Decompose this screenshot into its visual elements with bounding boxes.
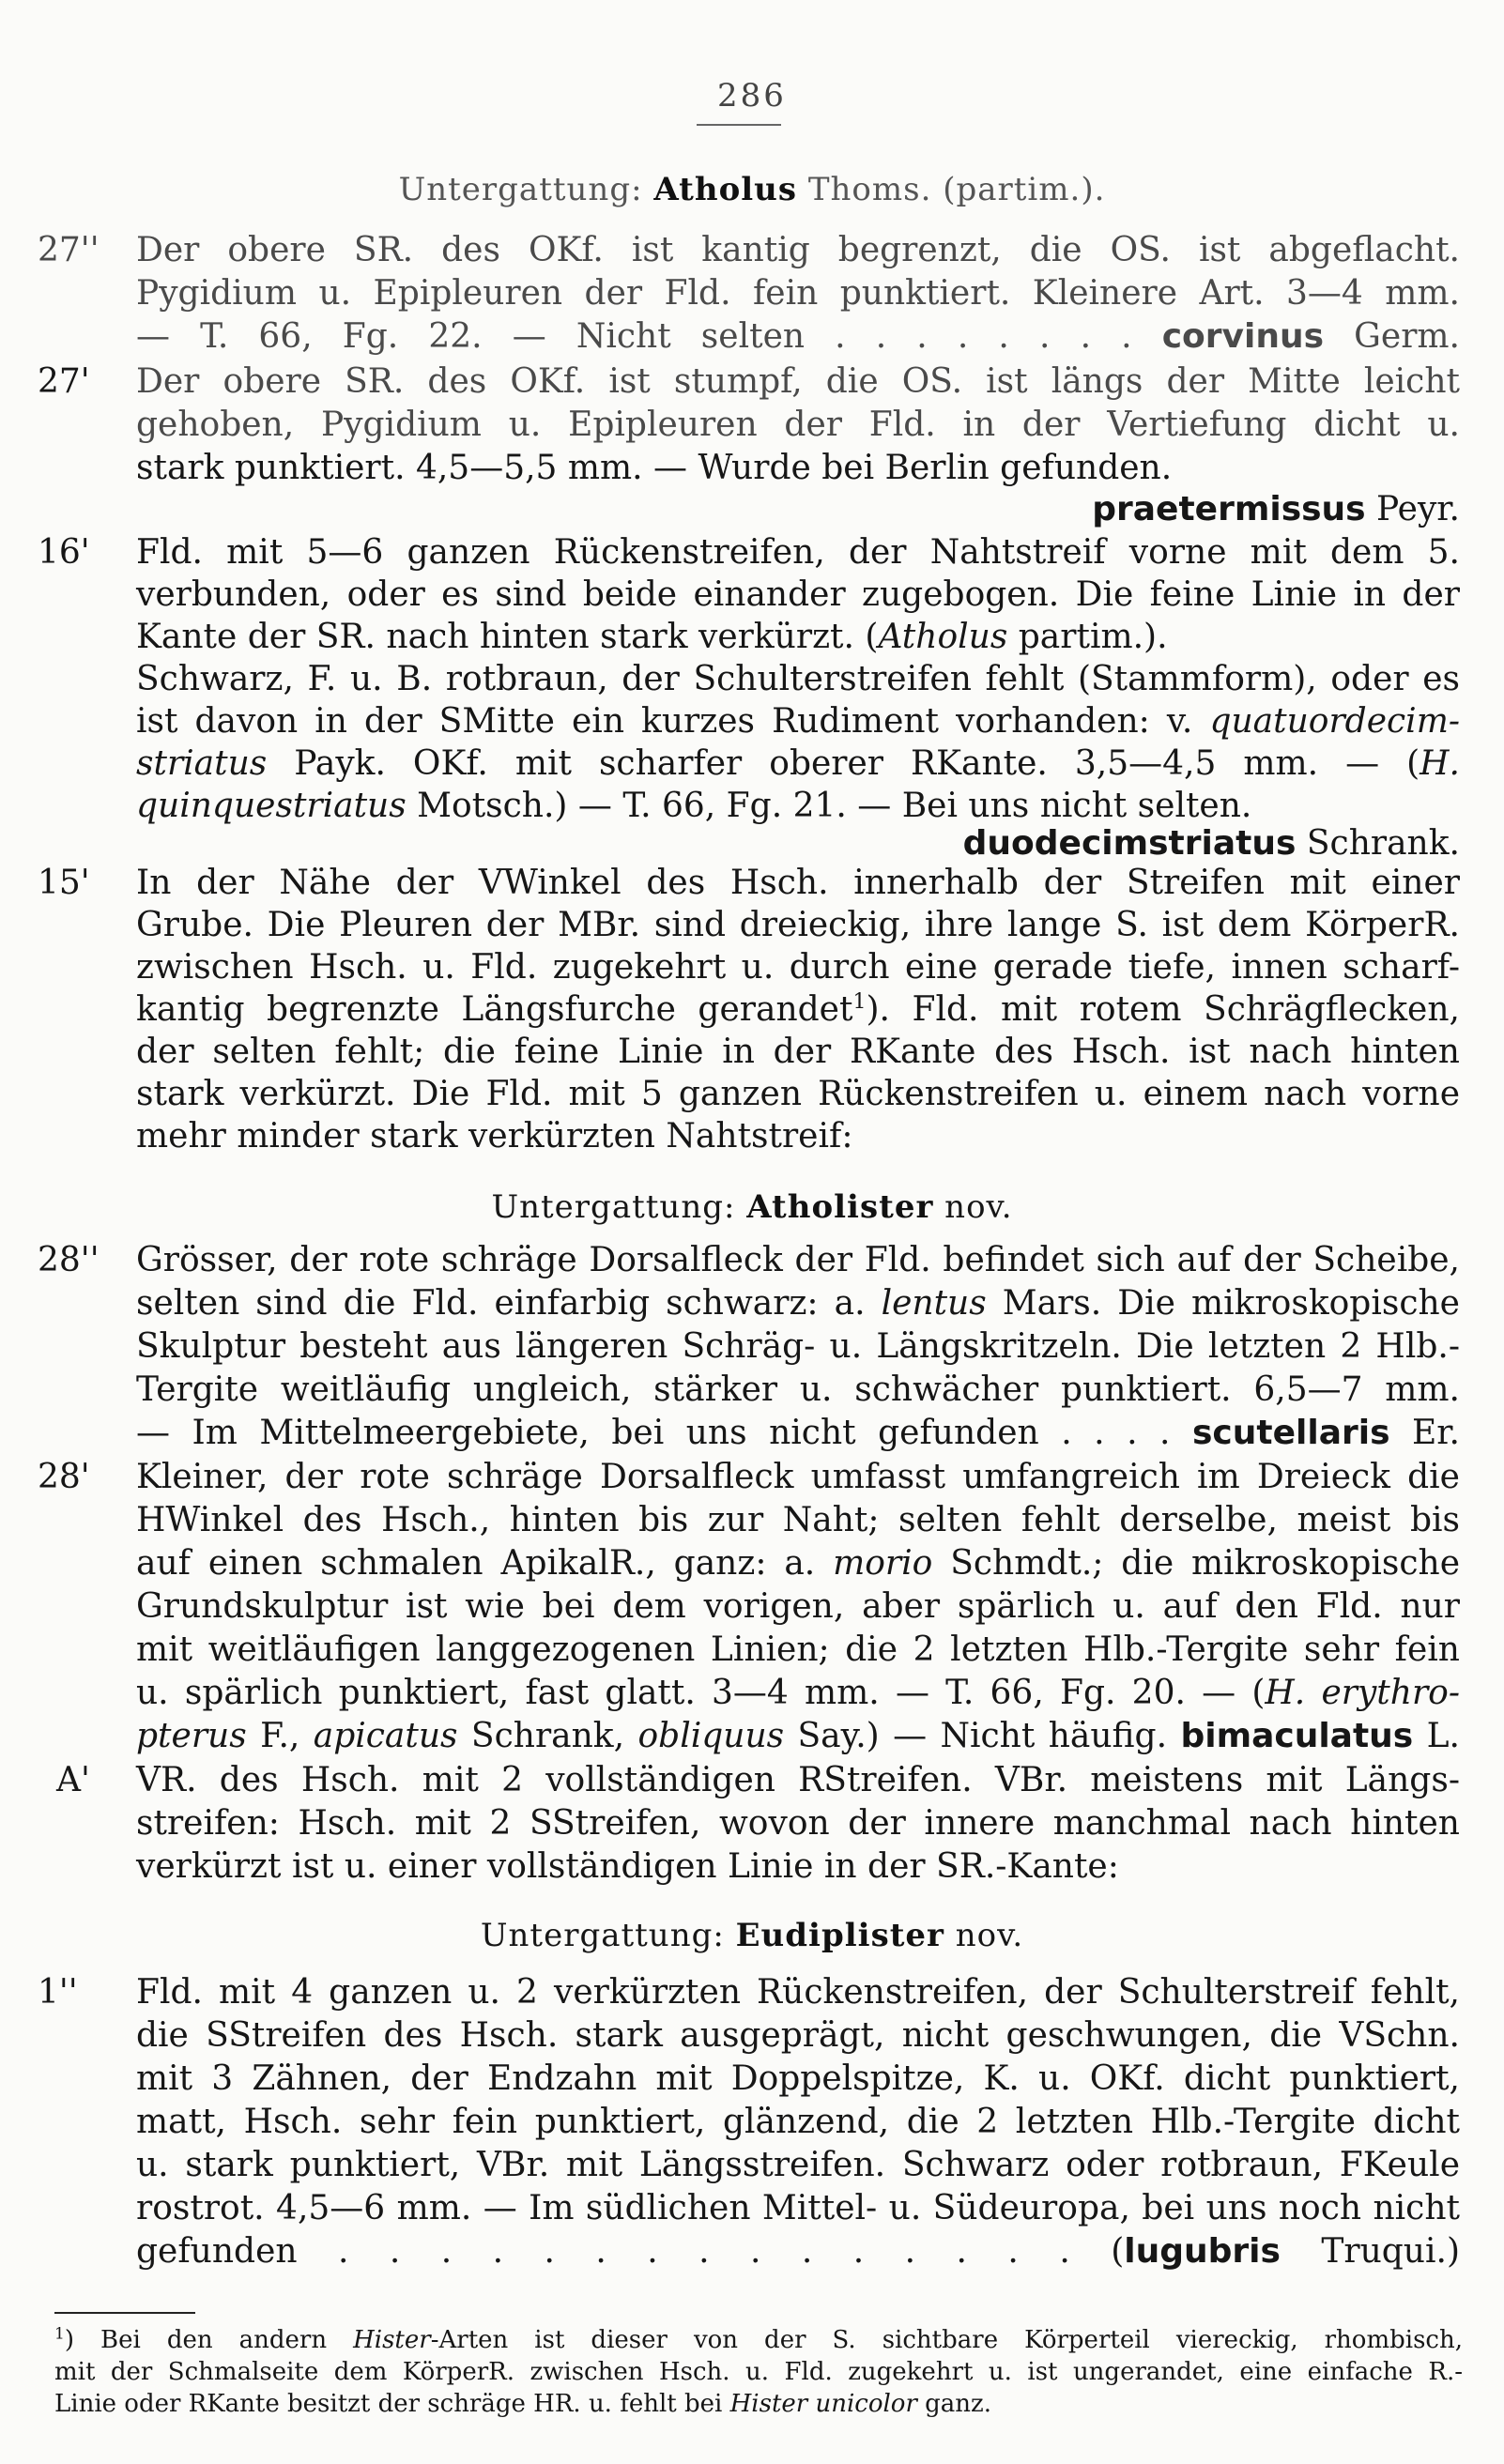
text-line: zwischen Hsch. u. Fld. zugekehrt u. durch eine gerade tiefe, innen scharf- bbox=[136, 948, 1460, 987]
couplet-number: 28'' bbox=[38, 1241, 100, 1279]
text-span: Schrank, bbox=[457, 1717, 638, 1755]
text-line: mit 3 Zähnen, der Endzahn mit Doppelspitze, K. u. OKf. dicht punktiert, bbox=[136, 2059, 1460, 2098]
couplet-number: 16' bbox=[38, 533, 90, 572]
heading-genus-name: Atholus bbox=[653, 171, 798, 208]
text-span: partim.). bbox=[1007, 618, 1168, 656]
text-span: Mars. Die mikroskopische bbox=[986, 1284, 1460, 1323]
text-line: gehoben, Pygidium u. Epipleuren der Fld. in der Vertiefung dicht u. bbox=[136, 406, 1460, 444]
text-line: Fld. mit 5—6 ganzen Rückenstreifen, der Nahtstreif vorne mit dem 5. bbox=[136, 533, 1460, 572]
text-line bbox=[136, 1284, 1460, 1324]
text-line bbox=[136, 618, 1460, 657]
footnote-marker: 1 bbox=[54, 2324, 65, 2344]
couplet-number: 27' bbox=[38, 362, 90, 401]
text-line: rostrot. 4,5—6 mm. — Im südlichen Mittel- u. Südeuropa, bei uns noch nicht bbox=[136, 2189, 1460, 2227]
text-span: selten sind die Fld. einfarbig schwarz: a. bbox=[136, 1284, 882, 1323]
subgenus-heading-eudiplister bbox=[0, 1917, 1504, 1954]
page-number-rule bbox=[697, 124, 781, 126]
text-line bbox=[136, 990, 1460, 1030]
text-line: In der Nähe der VWinkel des Hsch. innerhalb der Streifen mit einer bbox=[136, 864, 1460, 902]
text-span: gefunden . . . . . . . . . . . . . . . ( bbox=[136, 2232, 1125, 2271]
species-name: corvinus bbox=[1161, 317, 1325, 356]
text-line bbox=[136, 1674, 1460, 1713]
heading-prefix: Untergattung: bbox=[398, 171, 654, 208]
couplet-number: A' bbox=[56, 1761, 90, 1799]
text-line: Grundskulptur ist wie bei dem vorigen, aber spärlich u. auf den Fld. nur bbox=[136, 1587, 1460, 1626]
text-line: HWinkel des Hsch., hinten bis zur Naht; selten fehlt derselbe, meist bis bbox=[136, 1501, 1460, 1539]
text-span: ganz. bbox=[916, 2390, 992, 2418]
text-span: — T. 66, Fg. 22. — Nicht selten . . . . . . . . bbox=[136, 317, 1162, 356]
text-line: stark verkürzt. Die Fld. mit 5 ganzen Rückenstreifen u. einem nach vorne bbox=[136, 1075, 1460, 1113]
species-line bbox=[136, 317, 1460, 357]
text-span: Payk. OKf. mit scharfer oberer RKante. 3,5—4,5 mm. — ( bbox=[267, 744, 1420, 783]
subgenus-heading-atholister bbox=[0, 1188, 1504, 1226]
text-line: Grösser, der rote schräge Dorsalfleck der Fld. befindet sich auf der Scheibe, bbox=[136, 1241, 1460, 1279]
italic-species: Hister unicolor bbox=[729, 2390, 917, 2418]
text-line: mit weitläufigen langgezogenen Linien; die 2 letzten Hlb.-Tergite sehr fein bbox=[136, 1630, 1460, 1669]
species-line bbox=[136, 1414, 1460, 1453]
italic-aberration: morio bbox=[833, 1544, 933, 1583]
species-name: lugubris bbox=[1124, 2232, 1281, 2271]
text-span: ist davon in der SMitte ein kurzes Rudiment vorhanden: v. bbox=[136, 702, 1210, 741]
text-span: kantig begrenzte Längsfurche gerandet bbox=[136, 990, 853, 1029]
text-line bbox=[136, 787, 1460, 826]
italic-aberration: lentus bbox=[881, 1284, 987, 1323]
text-line: Der obere SR. des OKf. ist kantig begrenzt, die OS. ist abgeflacht. bbox=[136, 231, 1460, 269]
text-line: Tergite weitläufig ungleich, stärker u. schwächer punktiert. 6,5—7 mm. bbox=[136, 1370, 1460, 1409]
species-line bbox=[136, 2232, 1460, 2272]
species-line bbox=[136, 490, 1460, 529]
text-line bbox=[136, 1544, 1460, 1584]
text-span: Schmdt.; die mikroskopische bbox=[932, 1544, 1461, 1583]
italic-synonym: obliquus bbox=[637, 1717, 785, 1755]
author-name: Schrank. bbox=[1296, 824, 1460, 863]
subgenus-heading-atholus bbox=[0, 171, 1504, 208]
text-span: ) Bei den andern bbox=[64, 2326, 354, 2354]
text-line: verbunden, oder es sind beide einander zugebogen. Die feine Linie in der bbox=[136, 575, 1460, 614]
footnote-marker: 1 bbox=[852, 990, 867, 1014]
italic-genus: Atholus bbox=[878, 618, 1008, 656]
text-span: Kante der SR. nach hinten stark verkürzt. ( bbox=[136, 618, 879, 656]
italic-variety: striatus bbox=[136, 744, 268, 783]
text-line: Pygidium u. Epipleuren der Fld. fein punktiert. Kleinere Art. 3—4 mm. bbox=[136, 274, 1460, 313]
heading-suffix: nov. bbox=[944, 1917, 1024, 1954]
species-line bbox=[136, 824, 1460, 864]
text-span: -Arten ist dieser von der S. sichtbare Körperteil viereckig, rhombisch, bbox=[430, 2326, 1463, 2354]
couplet-number: 1'' bbox=[38, 1973, 78, 2012]
footnote-line: mit der Schmalseite dem KörperR. zwischen Hsch. u. Fld. zugekehrt u. ist ungerandet, eine einfache R.- bbox=[54, 2358, 1463, 2386]
text-line: der selten fehlt; die feine Linie in der RKante des Hsch. ist nach hinten bbox=[136, 1033, 1460, 1071]
text-line bbox=[136, 702, 1460, 742]
species-name: praetermissus bbox=[1092, 490, 1366, 528]
text-span: u. spärlich punktiert, fast glatt. 3—4 mm. — T. 66, Fg. 20. — ( bbox=[136, 1674, 1266, 1712]
species-name: scutellaris bbox=[1192, 1414, 1390, 1452]
text-line: die SStreifen des Hsch. stark ausgeprägt, nicht geschwungen, die VSchn. bbox=[136, 2016, 1460, 2055]
text-span: — Im Mittelmeergebiete, bei uns nicht gefunden . . . . bbox=[136, 1414, 1192, 1452]
text-span: F., bbox=[246, 1717, 314, 1755]
text-line bbox=[136, 744, 1460, 784]
author-name: L. bbox=[1413, 1717, 1460, 1755]
heading-prefix: Untergattung: bbox=[491, 1188, 747, 1226]
text-line: mehr minder stark verkürzten Nahtstreif: bbox=[136, 1117, 853, 1155]
author-name: Peyr. bbox=[1365, 490, 1460, 528]
text-line: matt, Hsch. sehr fein punktiert, glänzend, die 2 letzten Hlb.-Tergite dicht bbox=[136, 2103, 1460, 2141]
text-line: u. stark punktiert, VBr. mit Längsstreifen. Schwarz oder rotbraun, FKeule bbox=[136, 2146, 1460, 2184]
text-span: auf einen schmalen ApikalR., ganz: a. bbox=[136, 1544, 834, 1583]
text-line: stark punktiert. 4,5—5,5 mm. — Wurde bei Berlin gefunden. bbox=[136, 449, 1173, 487]
italic-synonym: apicatus bbox=[313, 1717, 458, 1755]
couplet-number: 28' bbox=[38, 1458, 90, 1496]
heading-prefix: Untergattung: bbox=[480, 1917, 736, 1954]
species-name: duodecimstriatus bbox=[962, 824, 1297, 863]
species-line bbox=[136, 1717, 1460, 1756]
italic-synonym: H. erythro- bbox=[1265, 1674, 1460, 1712]
author-name: Er. bbox=[1389, 1414, 1460, 1452]
heading-genus-name: Eudiplister bbox=[735, 1917, 944, 1954]
text-span: Linie oder RKante besitzt der schräge HR. u. fehlt bei bbox=[54, 2390, 730, 2418]
text-span: ). Fld. mit rotem Schrägflecken, bbox=[866, 990, 1460, 1029]
text-line: Der obere SR. des OKf. ist stumpf, die OS. ist längs der Mitte leicht bbox=[136, 362, 1460, 401]
text-line: Grube. Die Pleuren der MBr. sind dreieckig, ihre lange S. ist dem KörperR. bbox=[136, 906, 1460, 944]
text-line: VR. des Hsch. mit 2 vollständigen RStreifen. VBr. meistens mit Längs- bbox=[136, 1761, 1460, 1799]
species-name: bimaculatus bbox=[1180, 1717, 1414, 1755]
text-line: verkürzt ist u. einer vollständigen Linie in der SR.-Kante: bbox=[136, 1847, 1119, 1886]
heading-suffix: Thoms. (partim.). bbox=[797, 171, 1106, 208]
text-line: Fld. mit 4 ganzen u. 2 verkürzten Rückenstreifen, der Schulterstreif fehlt, bbox=[136, 1973, 1460, 2012]
heading-genus-name: Atholister bbox=[746, 1188, 934, 1226]
footnote-rule bbox=[54, 2312, 195, 2314]
italic-synonym: quinquestriatus bbox=[136, 787, 407, 825]
text-line: Kleiner, der rote schräge Dorsalfleck umfasst umfangreich im Dreieck die bbox=[136, 1458, 1460, 1496]
italic-variety: quatuordecim- bbox=[1209, 702, 1460, 741]
author-name: Germ. bbox=[1324, 317, 1461, 356]
text-span: Say.) — Nicht häufig. bbox=[784, 1717, 1181, 1755]
footnote-line bbox=[54, 2390, 1463, 2419]
couplet-number: 15' bbox=[38, 864, 90, 902]
footnote-line bbox=[54, 2326, 1463, 2355]
author-name: Truqui.) bbox=[1280, 2232, 1460, 2271]
text-span: Motsch.) — T. 66, Fg. 21. — Bei uns nicht selten. bbox=[406, 787, 1252, 825]
italic-genus: Hister bbox=[353, 2326, 431, 2354]
couplet-number: 27'' bbox=[38, 231, 100, 269]
text-line: Schwarz, F. u. B. rotbraun, der Schulterstreifen fehlt (Stammform), oder es bbox=[136, 660, 1460, 698]
heading-suffix: nov. bbox=[933, 1188, 1013, 1226]
italic-genus: H. bbox=[1420, 744, 1460, 783]
italic-synonym: pterus bbox=[136, 1717, 247, 1755]
page-number: 286 bbox=[717, 77, 787, 115]
text-line: Skulptur besteht aus längeren Schräg- u. Längskritzeln. Die letzten 2 Hlb.- bbox=[136, 1327, 1460, 1366]
text-line: streifen: Hsch. mit 2 SStreifen, wovon der innere manchmal nach hinten bbox=[136, 1804, 1460, 1843]
